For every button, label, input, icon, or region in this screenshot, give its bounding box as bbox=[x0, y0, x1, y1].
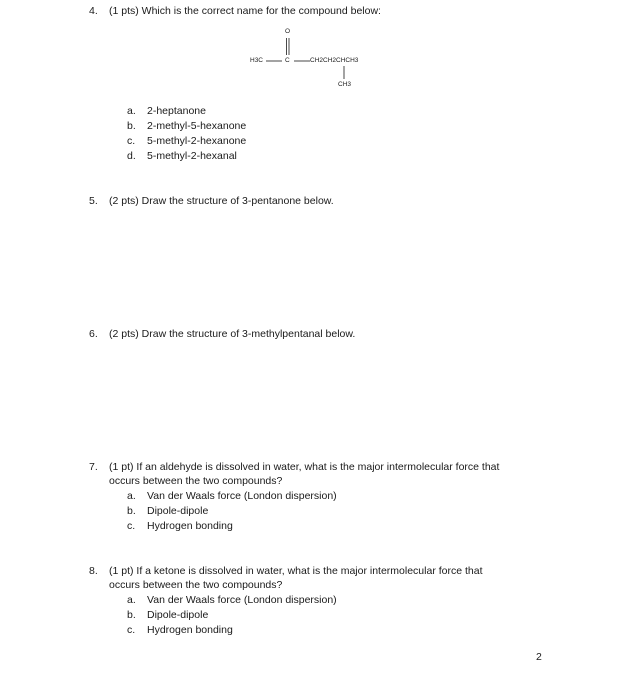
option-letter: b. bbox=[127, 505, 136, 517]
option-c[interactable] bbox=[127, 519, 589, 534]
option-text: Van der Waals force (London dispersion) bbox=[147, 490, 337, 502]
option-text: 2-heptanone bbox=[147, 105, 206, 117]
option-a[interactable] bbox=[127, 489, 589, 504]
option-b[interactable] bbox=[127, 608, 589, 623]
question-4 bbox=[89, 4, 589, 18]
branch-methyl-group: CH3 bbox=[338, 81, 352, 88]
page-number: 2 bbox=[536, 651, 542, 663]
option-letter: a. bbox=[127, 594, 136, 606]
question-stem-line-2: occurs between the two compounds? bbox=[109, 579, 283, 591]
question-7-options bbox=[127, 489, 589, 534]
option-text: Hydrogen bonding bbox=[147, 624, 233, 636]
question-stem-line-1: (1 pt) If an aldehyde is dissolved in water, what is the major intermolecular force that bbox=[109, 461, 500, 473]
option-text: 5-methyl-2-hexanal bbox=[147, 150, 237, 162]
option-letter: d. bbox=[127, 150, 136, 162]
methyl-left-group: H3C bbox=[250, 57, 264, 64]
question-stem: (2 pts) Draw the structure of 3-pentanone below. bbox=[109, 195, 334, 207]
question-number: 7. bbox=[89, 461, 98, 473]
question-number: 6. bbox=[89, 328, 98, 340]
question-stem: (1 pts) Which is the correct name for the compound below: bbox=[109, 5, 381, 17]
question-6 bbox=[89, 327, 589, 341]
option-letter: c. bbox=[127, 135, 136, 147]
option-text: Dipole-dipole bbox=[147, 609, 209, 621]
question-8-options bbox=[127, 593, 589, 638]
question-8 bbox=[89, 564, 589, 638]
question-stem-line-2: occurs between the two compounds? bbox=[109, 475, 283, 487]
question-number: 4. bbox=[89, 5, 98, 17]
compound-structure bbox=[248, 28, 378, 94]
option-b[interactable] bbox=[127, 504, 589, 519]
option-letter: b. bbox=[127, 609, 136, 621]
question-number: 8. bbox=[89, 565, 98, 577]
question-stem: (2 pts) Draw the structure of 3-methylpentanal below. bbox=[109, 328, 356, 340]
option-text: Hydrogen bonding bbox=[147, 520, 233, 532]
question-number: 5. bbox=[89, 195, 98, 207]
option-letter: c. bbox=[127, 624, 136, 636]
question-stem-line-1: (1 pt) If a ketone is dissolved in water, what is the major intermolecular force that bbox=[109, 565, 483, 577]
option-c[interactable] bbox=[127, 623, 589, 638]
option-text: 2-methyl-5-hexanone bbox=[147, 120, 247, 132]
option-letter: a. bbox=[127, 490, 136, 502]
right-chain-group: CH2CH2CHCH3 bbox=[310, 57, 359, 64]
option-a[interactable] bbox=[127, 593, 589, 608]
option-letter: c. bbox=[127, 520, 136, 532]
question-7 bbox=[89, 460, 589, 534]
option-text: Dipole-dipole bbox=[147, 505, 209, 517]
question-5 bbox=[89, 194, 589, 208]
oxygen-atom: O bbox=[285, 28, 291, 35]
option-text: Van der Waals force (London dispersion) bbox=[147, 594, 337, 606]
option-letter: b. bbox=[127, 120, 136, 132]
option-letter: a. bbox=[127, 105, 136, 117]
option-text: 5-methyl-2-hexanone bbox=[147, 135, 247, 147]
carbonyl-carbon: C bbox=[285, 57, 290, 64]
